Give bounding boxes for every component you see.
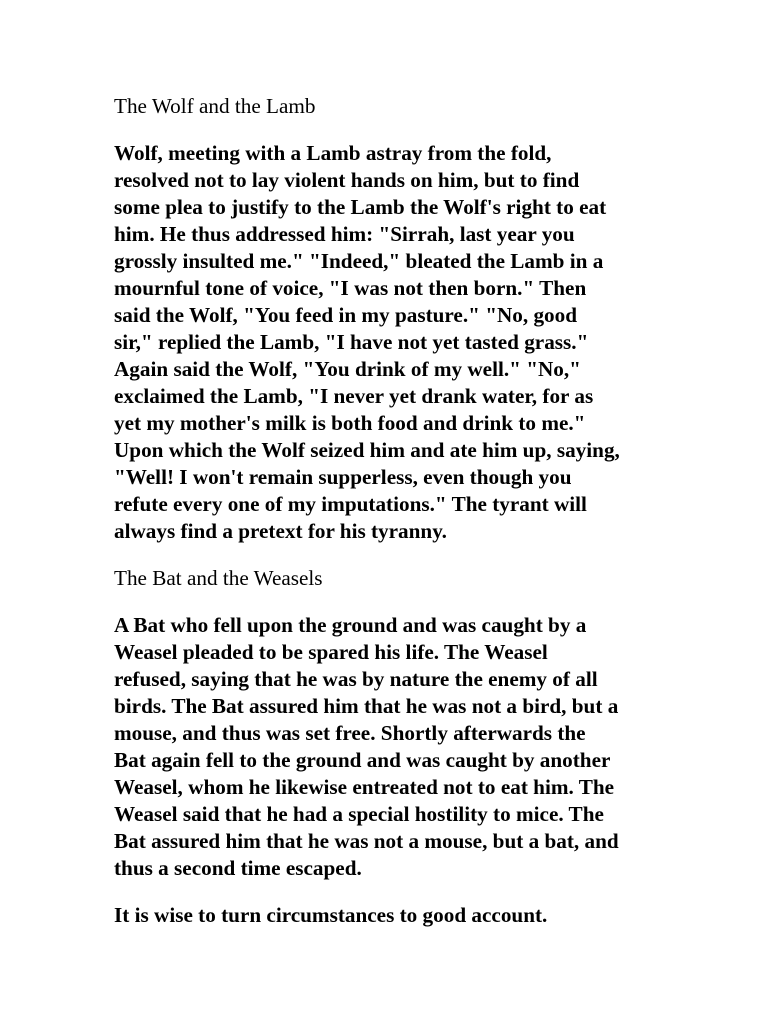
text-line: Weasel said that he had a special hostility to mice. The	[114, 802, 604, 826]
text-line: "Well! I won't remain supperless, even though you	[114, 465, 572, 489]
text-line: Bat assured him that he was not a mouse, but a bat, and	[114, 829, 619, 853]
text-line: refute every one of my imputations." The tyrant will	[114, 492, 587, 516]
text-line: Upon which the Wolf seized him and ate him up, saying,	[114, 438, 620, 462]
text-line: him. He thus addressed him: "Sirrah, last year you	[114, 222, 575, 246]
text-line: sir," replied the Lamb, "I have not yet tasted grass."	[114, 330, 589, 354]
text-line: exclaimed the Lamb, "I never yet drank water, for as	[114, 384, 594, 408]
document-page	[114, 93, 659, 929]
text-line: always find a pretext for his tyranny.	[114, 519, 447, 543]
text-line: Weasel pleaded to be spared his life. The Weasel	[114, 640, 548, 664]
text-line: mournful tone of voice, "I was not then born." Then	[114, 276, 587, 300]
text-line: yet my mother's milk is both food and drink to me."	[114, 411, 586, 435]
text-line: Again said the Wolf, "You drink of my well." "No,"	[114, 357, 581, 381]
text-line: resolved not to lay violent hands on him, but to find	[114, 168, 580, 192]
text-line: A Bat who fell upon the ground and was caught by a	[114, 613, 587, 637]
text-line: Bat again fell to the ground and was caught by another	[114, 748, 611, 772]
story-moral-bat-and-weasels: It is wise to turn circumstances to good account.	[114, 903, 548, 927]
story-title-wolf-and-lamb: The Wolf and the Lamb	[114, 94, 316, 118]
text-line: Weasel, whom he likewise entreated not to eat him. The	[114, 775, 615, 799]
text-line: thus a second time escaped.	[114, 856, 362, 880]
text-line: mouse, and thus was set free. Shortly afterwards the	[114, 721, 586, 745]
text-line: said the Wolf, "You feed in my pasture." "No, good	[114, 303, 578, 327]
story-body-bat-and-weasels	[114, 612, 659, 882]
text-line: grossly insulted me." "Indeed," bleated the Lamb in a	[114, 249, 604, 273]
story-title-bat-and-weasels: The Bat and the Weasels	[114, 566, 323, 590]
story-body-wolf-and-lamb	[114, 140, 659, 545]
text-line: some plea to justify to the Lamb the Wolf's right to eat	[114, 195, 607, 219]
text-line: Wolf, meeting with a Lamb astray from the fold,	[114, 141, 552, 165]
text-line: birds. The Bat assured him that he was not a bird, but a	[114, 694, 619, 718]
text-line: refused, saying that he was by nature the enemy of all	[114, 667, 598, 691]
